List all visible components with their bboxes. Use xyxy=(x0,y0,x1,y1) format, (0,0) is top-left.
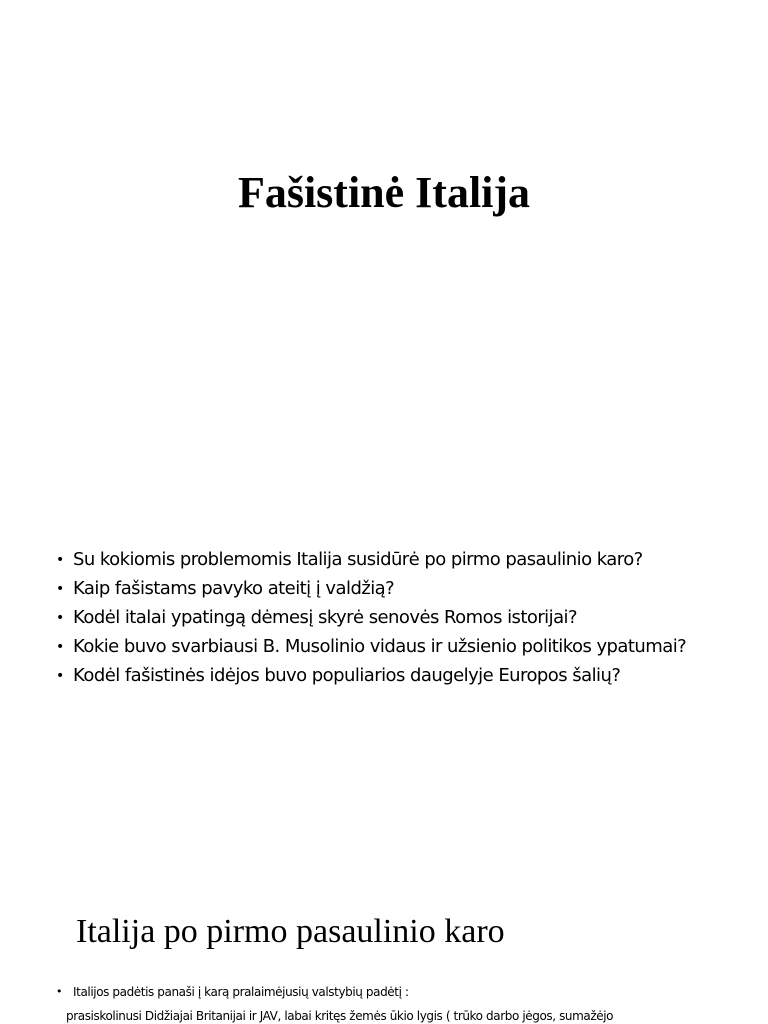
list-item-text: Kaip fašistams pavyko ateitį į valdžią? xyxy=(73,578,395,599)
slide-title: Italija po pirmo pasaulinio karo xyxy=(76,913,505,950)
list-item-continuation: prasiskolinusi Didžiajai Britanijai ir JAV, labai kritęs žemės ūkio lygis ( trūko darbo jėgos, sumažėjo xyxy=(66,1009,614,1023)
slide-title: Fašistinė Italija xyxy=(237,168,531,217)
content-list xyxy=(56,984,756,1000)
bullet-icon: • xyxy=(56,581,64,597)
bullet-icon: • xyxy=(56,668,64,684)
bullet-icon: • xyxy=(56,552,64,568)
list-item-text: Su kokiomis problemomis Italija susidūrė po pirmo pasaulinio karo? xyxy=(73,549,643,570)
list-item-text: Kodėl fašistinės idėjos buvo populiarios daugelyje Europos šalių? xyxy=(73,665,621,686)
list-item xyxy=(56,548,726,572)
bullet-icon: • xyxy=(56,639,64,655)
question-list xyxy=(56,548,726,693)
bullet-icon: • xyxy=(56,985,63,998)
list-item-text: Kokie buvo svarbiausi B. Musolinio vidaus ir užsienio politikos ypatumai? xyxy=(73,636,687,657)
list-item xyxy=(56,635,726,659)
list-item-text: Italijos padėtis panaši į karą pralaimėjusių valstybių padėtį : xyxy=(73,985,409,999)
list-item xyxy=(56,606,726,630)
bullet-icon: • xyxy=(56,610,64,626)
list-item xyxy=(56,984,756,1000)
slide-2 xyxy=(0,880,768,1024)
list-item xyxy=(56,664,726,688)
list-item-text: Kodėl italai ypatingą dėmesį skyrė senovės Romos istorijai? xyxy=(73,607,577,628)
list-item xyxy=(56,577,726,601)
